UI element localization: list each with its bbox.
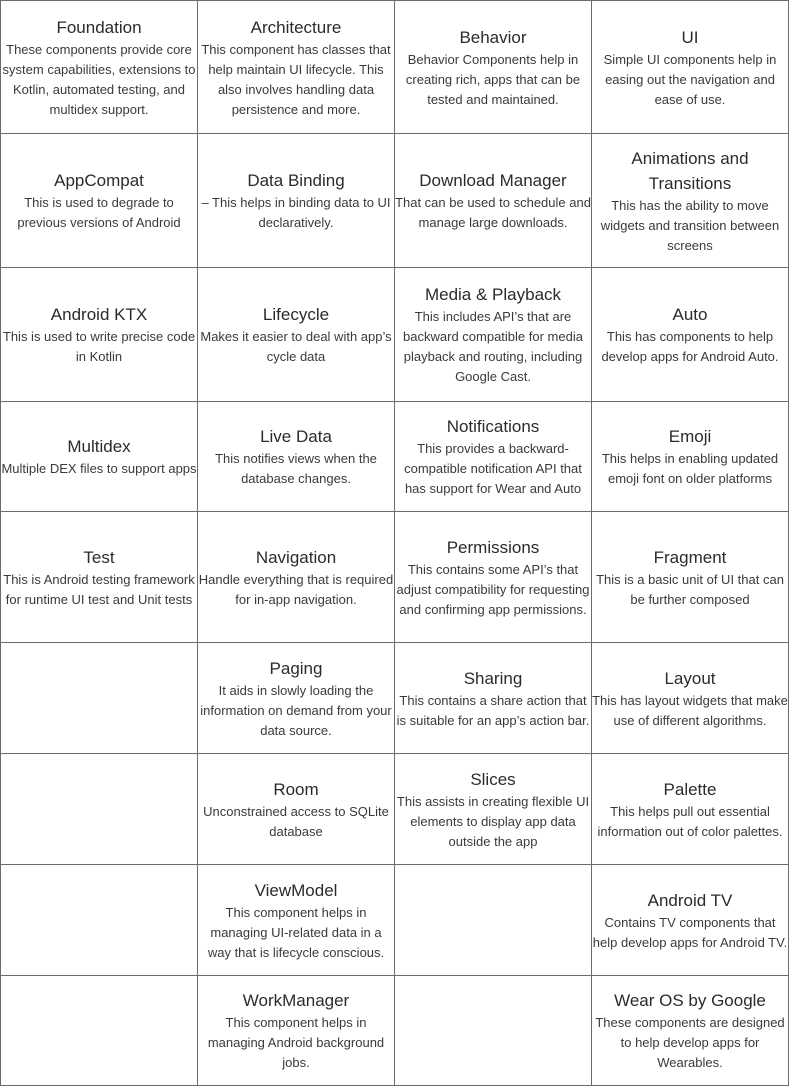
table-cell: [395, 754, 592, 865]
cell-description: This provides a backward-compatible notification API that has support for Wear and Auto: [404, 441, 582, 496]
cell-description: These components provide core system capabilities, extensions to Kotlin, automated testing, and multidex support.: [2, 41, 196, 117]
cell-description: This component has classes that help maintain UI lifecycle. This also involves handling data persistence and more.: [201, 41, 391, 117]
cell-title: Fragment: [653, 547, 727, 567]
cell-description: This component helps in managing Android background jobs.: [207, 1015, 385, 1070]
cell-description: It aids in slowly loading the information on demand from your data source.: [200, 682, 392, 738]
cell-title: Notifications: [446, 417, 540, 436]
cell-description: This includes API’s that are backward compatible for media playback and routing, including Google Cast.: [403, 309, 583, 384]
cell-description: – This helps in binding data to UI declaratively.: [201, 195, 391, 230]
cell-title: Auto: [672, 305, 708, 324]
table-cell: [1, 754, 198, 865]
table-cell: [395, 268, 592, 402]
cell-description: Simple UI components help in easing out the navigation and ease of use.: [603, 51, 777, 107]
cell-title: Palette: [663, 779, 717, 799]
cell-description: Handle everything that is required for in-app navigation.: [198, 571, 394, 607]
table-row: [1, 976, 789, 1086]
cell-description: This has components to help develop apps for Android Auto.: [601, 329, 779, 364]
table-cell: [592, 643, 789, 754]
cell-description: This is used to write precise code in Kotlin: [2, 329, 196, 364]
table-row: [1, 754, 789, 865]
cell-description: That can be used to schedule and manage large downloads.: [395, 195, 591, 230]
table-cell: [1, 134, 198, 268]
cell-title: Paging: [269, 658, 323, 678]
cell-title: Test: [83, 547, 115, 567]
table-cell: [1, 976, 198, 1086]
cell-title: Media & Playback: [424, 285, 562, 304]
cell-description: Unconstrained access to SQLite database: [203, 803, 389, 839]
cell-description: Makes it easier to deal with app’s cycle data: [200, 329, 392, 364]
cell-title: Android KTX: [50, 305, 148, 324]
cell-title: Room: [273, 779, 319, 799]
table-cell: [395, 512, 592, 643]
table-cell: [592, 134, 789, 268]
table-cell: [395, 976, 592, 1086]
cell-description: Behavior Components help in creating rich, apps that can be tested and maintained.: [405, 51, 581, 107]
table-cell: [592, 754, 789, 865]
cell-title: Permissions: [446, 537, 540, 557]
cell-title: Navigation: [255, 547, 337, 567]
cell-title: Layout: [664, 668, 716, 688]
table-cell: [1, 865, 198, 976]
table-row: [1, 1, 789, 134]
table-cell: [1, 512, 198, 643]
table-body: [1, 1, 789, 1086]
cell-title: Slices: [470, 769, 516, 789]
cell-description: These components are designed to help develop apps for Wearables.: [595, 1015, 785, 1070]
table-cell: [395, 643, 592, 754]
table-cell: [198, 643, 395, 754]
cell-title: Emoji: [668, 427, 712, 446]
cell-description: This is Android testing framework for runtime UI test and Unit tests: [3, 571, 195, 607]
cell-description: This is used to degrade to previous versions of Android: [17, 195, 181, 230]
cell-description: This component helps in managing UI-related data in a way that is lifecycle conscious.: [207, 904, 385, 960]
cell-title: Animations and Transitions: [631, 148, 749, 193]
table-cell: [395, 1, 592, 134]
table-cell: [592, 512, 789, 643]
table-row: [1, 268, 789, 402]
cell-title: UI: [681, 27, 699, 47]
cell-title: Multidex: [67, 437, 131, 456]
table-cell: [592, 402, 789, 512]
cell-description: This has the ability to move widgets and transition between screens: [600, 197, 780, 253]
cell-description: This contains some API’s that adjust compatibility for requesting and confirming app permissions.: [396, 561, 590, 617]
table-cell: [198, 754, 395, 865]
cell-title: Behavior: [459, 27, 527, 47]
cell-description: This helps in enabling updated emoji font on older platforms: [601, 451, 779, 486]
table-cell: [592, 976, 789, 1086]
table-cell: [1, 1, 198, 134]
cell-title: Lifecycle: [262, 305, 330, 324]
cell-title: Data Binding: [247, 171, 345, 190]
cell-description: Multiple DEX files to support apps: [1, 461, 197, 476]
table-cell: [592, 1, 789, 134]
table-cell: [198, 976, 395, 1086]
table-cell: [198, 1, 395, 134]
table-row: [1, 134, 789, 268]
cell-description: This assists in creating flexible UI elements to display app data outside the app: [396, 793, 590, 849]
table-cell: [1, 643, 198, 754]
table-row: [1, 512, 789, 643]
cell-description: Contains TV components that help develop apps for Android TV.: [592, 914, 788, 950]
cell-title: Sharing: [463, 668, 523, 688]
cell-description: This contains a share action that is suitable for an app’s action bar.: [396, 692, 590, 728]
table-row: [1, 643, 789, 754]
table-cell: [395, 402, 592, 512]
table-cell: [198, 402, 395, 512]
cell-title: Download Manager: [419, 171, 567, 190]
table-cell: [1, 402, 198, 512]
cell-title: Foundation: [56, 17, 142, 37]
cell-description: This has layout widgets that make use of different algorithms.: [592, 692, 788, 728]
table-cell: [198, 865, 395, 976]
table-cell: [198, 134, 395, 268]
table-cell: [592, 865, 789, 976]
table-cell: [395, 134, 592, 268]
table-row: [1, 402, 789, 512]
table-row: [1, 865, 789, 976]
cell-description: This is a basic unit of UI that can be further composed: [596, 571, 784, 607]
cell-title: Android TV: [647, 890, 733, 910]
cell-title: AppCompat: [54, 171, 144, 190]
table-cell: [592, 268, 789, 402]
table-cell: [1, 268, 198, 402]
cell-description: This helps pull out essential information out of color palettes.: [597, 803, 783, 839]
cell-title: Architecture: [250, 17, 342, 37]
cell-title: Live Data: [260, 427, 332, 446]
table-cell: [198, 512, 395, 643]
cell-title: Wear OS by Google: [614, 991, 766, 1010]
table-cell: [395, 865, 592, 976]
cell-description: This notifies views when the database changes.: [215, 451, 377, 486]
table-cell: [198, 268, 395, 402]
cell-title: ViewModel: [254, 880, 338, 900]
cell-title: WorkManager: [242, 991, 350, 1010]
